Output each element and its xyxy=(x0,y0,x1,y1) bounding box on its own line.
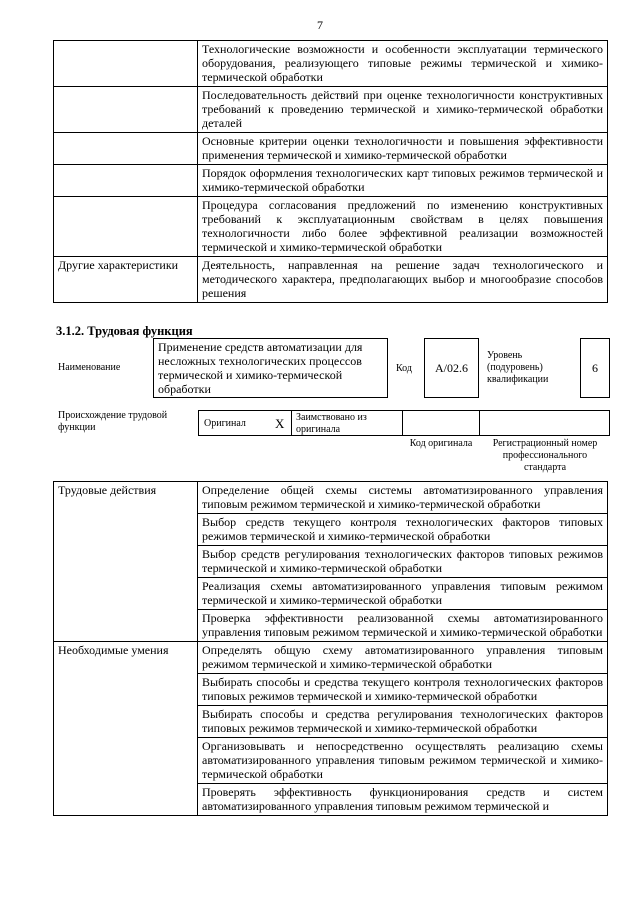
level-value: 6 xyxy=(580,338,610,398)
original-mark: X xyxy=(275,416,285,431)
table-row xyxy=(54,133,608,165)
name-label: Наименование xyxy=(58,362,121,373)
group-item: Определять общую схему автоматизированного управления типовым режимом термической и химико-термической обработки xyxy=(198,642,608,674)
group-item: Проверять эффективность функционирования средств и систем автоматизированного управления типовым режимом термической и xyxy=(198,784,608,816)
section-title: 3.1.2. Трудовая функция xyxy=(56,324,193,338)
origin-reg-cell xyxy=(479,410,610,436)
actions-skills-table xyxy=(53,481,608,816)
table-row xyxy=(54,41,608,87)
table-row xyxy=(54,87,608,133)
group-label: Трудовые действия xyxy=(54,482,198,642)
row-text: Технологические возможности и особенности эксплуатации термического оборудования, реализующего типовые режимы термической и химико-термической обработки xyxy=(198,41,608,87)
row-text: Порядок оформления технологических карт типовых режимов термической и химико-термической обработки xyxy=(198,165,608,197)
reg-number-caption: Регистрационный номер профессионального стандарта xyxy=(492,438,598,473)
group-item: Организовывать и непосредственно осуществлять реализацию схемы автоматизированного управления типовым режимом термической и химико-термической обработки xyxy=(198,738,608,784)
borrowed-label: Заимствовано из оригинала xyxy=(296,412,367,435)
group-item: Выбирать способы и средства регулирования технологических факторов типовых режимов термической и химико-термической обработки xyxy=(198,706,608,738)
group-item: Выбирать способы и средства текущего контроля технологических факторов типовых режимов термической и химико-термической обработки xyxy=(198,674,608,706)
knowledge-table xyxy=(53,40,608,303)
group-item: Реализация схемы автоматизированного управления типовым режимом термической и химико-термической обработки xyxy=(198,578,608,610)
row-label xyxy=(54,165,198,197)
origin-label: Происхождение трудовой функции xyxy=(58,410,168,433)
original-label: Оригинал xyxy=(204,418,246,429)
row-label xyxy=(54,41,198,87)
level-label: Уровень (подуровень) квалификации xyxy=(487,350,549,385)
group-item: Выбор средств регулирования технологических факторов типовых режимов термической и химико-термической обработки xyxy=(198,546,608,578)
row-label xyxy=(54,87,198,133)
row-label xyxy=(54,197,198,257)
group-item: Выбор средств текущего контроля технологических факторов типовых режимов термической и химико-термической обработки xyxy=(198,514,608,546)
table-row xyxy=(54,257,608,303)
origin-borrowed-cell xyxy=(291,410,403,436)
row-text: Основные критерии оценки технологичности и повышения эффективности применения термической и химико-термической обработки xyxy=(198,133,608,165)
code-label: Код xyxy=(396,363,412,374)
origin-original-cell xyxy=(198,410,292,436)
table-row xyxy=(54,165,608,197)
row-text: Процедура согласования предложений по изменению конструктивных требований к эксплуатационным свойствам в целях повышения технологичности либо более эффективной реализации возможностей термической и химико-термической обработки xyxy=(198,197,608,257)
page-number: 7 xyxy=(317,18,323,32)
row-label xyxy=(54,133,198,165)
code-original-caption: Код оригинала xyxy=(409,438,473,449)
group-item: Проверка эффективности реализованной схемы автоматизированного управления типовым режимом термической и химико-термической обработки xyxy=(198,610,608,642)
code-value: A/02.6 xyxy=(424,338,479,398)
row-text: Деятельность, направленная на решение задач технологического и методического характера, предполагающих выбор и многообразие способов решения xyxy=(198,257,608,303)
table-row xyxy=(54,197,608,257)
row-text: Последовательность действий при оценке технологичности конструктивных требований к проведению термической и химико-термической обработки деталей xyxy=(198,87,608,133)
row-label: Другие характеристики xyxy=(54,257,198,303)
group-item: Определение общей схемы системы автоматизированного управления типовым режимом термической и химико-термической обработки xyxy=(198,482,608,514)
group-label: Необходимые умения xyxy=(54,642,198,816)
table-row xyxy=(54,482,608,514)
origin-code-cell xyxy=(402,410,480,436)
table-row xyxy=(54,642,608,674)
function-name-value: Применение средств автоматизации для несложных технологических процессов термической и химико-термической обработки xyxy=(153,338,388,398)
